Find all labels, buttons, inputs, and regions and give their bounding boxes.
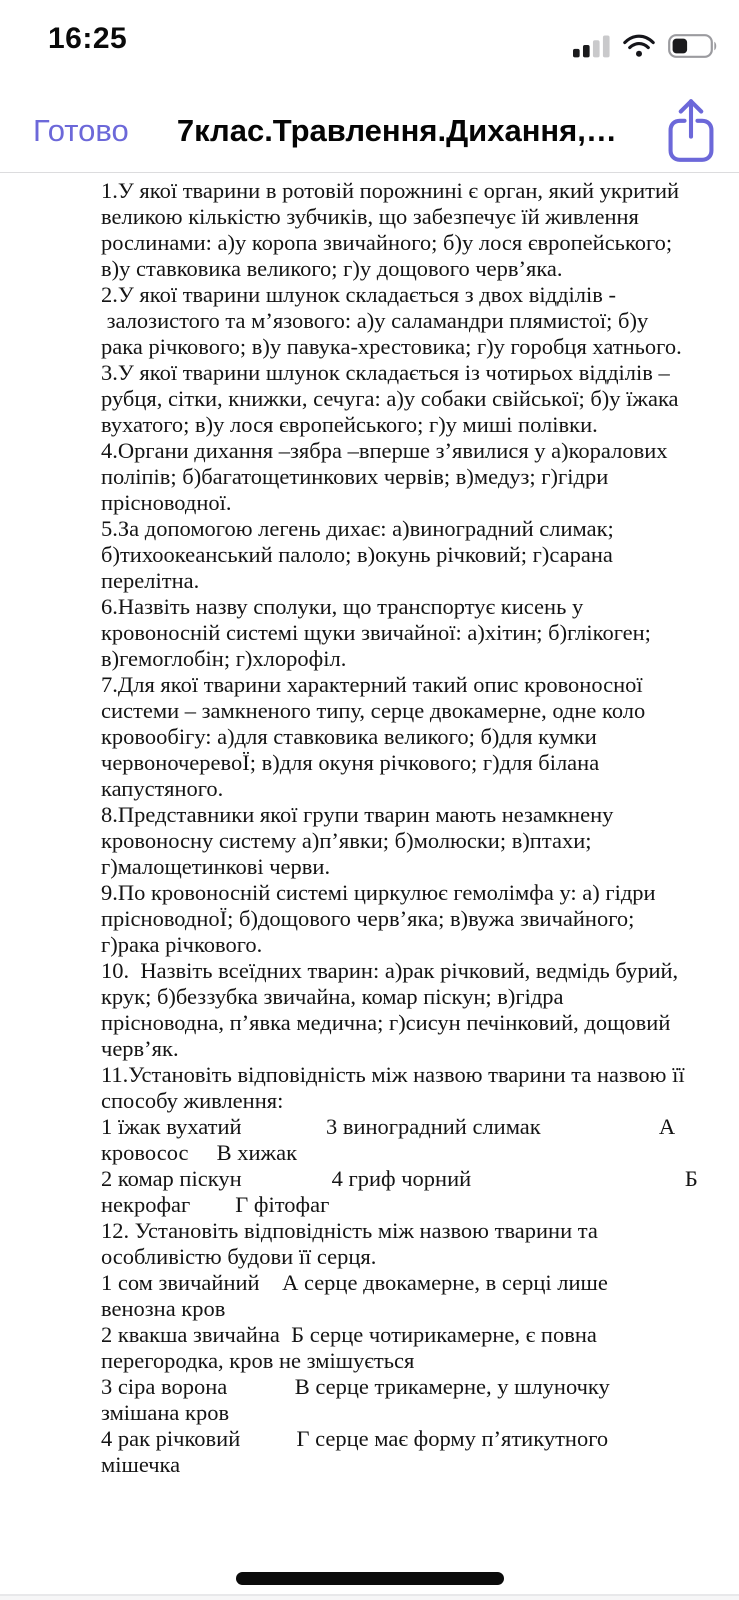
document-line: 8.Представники якої групи тварин мають незамкнену	[101, 802, 614, 827]
battery-icon	[667, 34, 719, 58]
document-line: 7.Для якої тварини характерний такий опис кровоносної	[101, 672, 643, 697]
document-line: 5.За допомогою легень дихає: а)виноградний слимак;	[101, 516, 614, 541]
document-line: особливістю будови її серця.	[101, 1244, 377, 1269]
document-line: 2 комар піскун 4 гриф чорний Б	[101, 1166, 698, 1191]
document-line: 1 сом звичайний А серце двокамерне, в серці лише	[101, 1270, 608, 1295]
document-line: г)малощетинкові черви.	[101, 854, 331, 879]
document-line: способу живлення:	[101, 1088, 284, 1113]
document-line: 9.По кровоносній системі циркулює гемолімфа у: а) гідри	[101, 880, 656, 905]
cellular-signal-icon	[573, 34, 611, 58]
cellular-bar	[603, 36, 610, 58]
document-line: кровосос В хижак	[101, 1140, 298, 1165]
document-line: б)тихоокеанський палоло; в)окунь річковий; г)сарана	[101, 542, 613, 567]
document-line: великою кількістю зубчиків, що забезпечує їй живлення	[101, 204, 639, 229]
status-icons	[573, 34, 719, 58]
document-line: перелітна.	[101, 568, 200, 593]
document-line: системи – замкненого типу, серце двокамерне, одне коло	[101, 698, 646, 723]
document-line: вухатого; в)у лося європейського; г)у миші полівки.	[101, 412, 598, 437]
document-line: поліпів; б)багатощетинкових червів; в)медуз; г)гідри	[101, 464, 609, 489]
document-line: 10. Назвіть всеїдних тварин: а)рак річковий, ведмідь бурий,	[101, 958, 679, 983]
time-label: 16:25	[48, 22, 128, 55]
document-line: прісноводна, п’явка медична; г)сисун печінковий, дощовий	[101, 1010, 671, 1035]
share-button[interactable]	[665, 96, 717, 166]
done-button[interactable]: Готово	[33, 113, 129, 148]
battery-fill	[673, 39, 688, 54]
nav-bar	[0, 90, 739, 172]
share-icon	[665, 96, 717, 166]
document-line: мішечка	[101, 1452, 181, 1477]
document-line: капустяного.	[101, 776, 224, 801]
document-line: 4.Органи дихання –зябра –вперше з’явилися у а)коралових	[101, 438, 668, 463]
document-line: 12. Установіть відповідність між назвою тварини та	[101, 1218, 598, 1243]
cellular-bar	[583, 45, 590, 57]
document-line: 11.Установіть відповідність між назвою тварини та назвою її	[101, 1062, 685, 1087]
document-line: перегородка, кров не змішується	[101, 1348, 415, 1373]
document-line: 1.У якої тварини в ротовій порожнині є орган, який укритий	[101, 178, 680, 203]
document-line: прісноводноЇ; б)дощового черв’яка; в)вужа звичайного;	[101, 906, 635, 931]
document-line: 3 сіра ворона В серце трикамерне, у шлуночку	[101, 1374, 610, 1399]
document-line: рубця, сітки, книжки, сечуга: а)у собаки свійської; б)у їжака	[101, 386, 679, 411]
document-line: 2 квакша звичайна Б серце чотирикамерне, є повна	[101, 1322, 597, 1347]
document-line: 3.У якої тварини шлунок складається із чотирьох відділів –	[101, 360, 670, 385]
document-line: прісноводної.	[101, 490, 232, 515]
document-page[interactable]	[0, 173, 739, 1563]
document-line: черв’як.	[101, 1036, 179, 1061]
document-line: рака річкового; в)у павука-хрестовика; г)у горобця хатнього.	[101, 334, 682, 359]
document-line: в)у ставковика великого; г)у дощового черв’яка.	[101, 256, 563, 281]
document-line: крук; б)беззубка звичайна, комар піскун; в)гідра	[101, 984, 564, 1009]
cellular-bar	[593, 40, 600, 57]
document-line: залозистого та м’язового: а)у саламандри плямистої; б)у	[101, 308, 649, 333]
document-line: 4 рак річковий Г серце має форму п’ятикутного	[101, 1426, 609, 1451]
document-line: в)гемоглобін; г)хлорофіл.	[101, 646, 347, 671]
document-line: кровоносну систему а)п’явки; б)молюски; в)птахи;	[101, 828, 592, 853]
status-bar	[0, 0, 739, 90]
home-indicator[interactable]	[236, 1572, 504, 1585]
document-line: венозна кров	[101, 1296, 226, 1321]
document-line: кровообігу: а)для ставковика великого; б)для кумки	[101, 724, 597, 749]
cellular-bar	[573, 49, 580, 58]
below-page-area	[0, 1596, 739, 1600]
document-line: 2.У якої тварини шлунок складається з двох відділів -	[101, 282, 617, 307]
document-line: 6.Назвіть назву сполуки, що транспортує кисень у	[101, 594, 584, 619]
wifi-icon	[622, 34, 656, 58]
document-line: рослинами: а)у коропа звичайного; б)у лося європейського;	[101, 230, 673, 255]
document-title: 7клас.Травлення.Дихання,…	[176, 113, 617, 148]
document-line: г)рака річкового.	[101, 932, 263, 957]
document-line: 1 їжак вухатий 3 виноградний слимак А	[101, 1114, 676, 1139]
document-line: змішана кров	[101, 1400, 230, 1425]
document-line: кровоносній системі щуки звичайної: а)хітин; б)глікоген;	[101, 620, 651, 645]
document-line: червоночеревоЇ; в)для окуня річкового; г)для білана	[101, 750, 600, 775]
document-line: некрофаг Г фітофаг	[101, 1192, 330, 1217]
